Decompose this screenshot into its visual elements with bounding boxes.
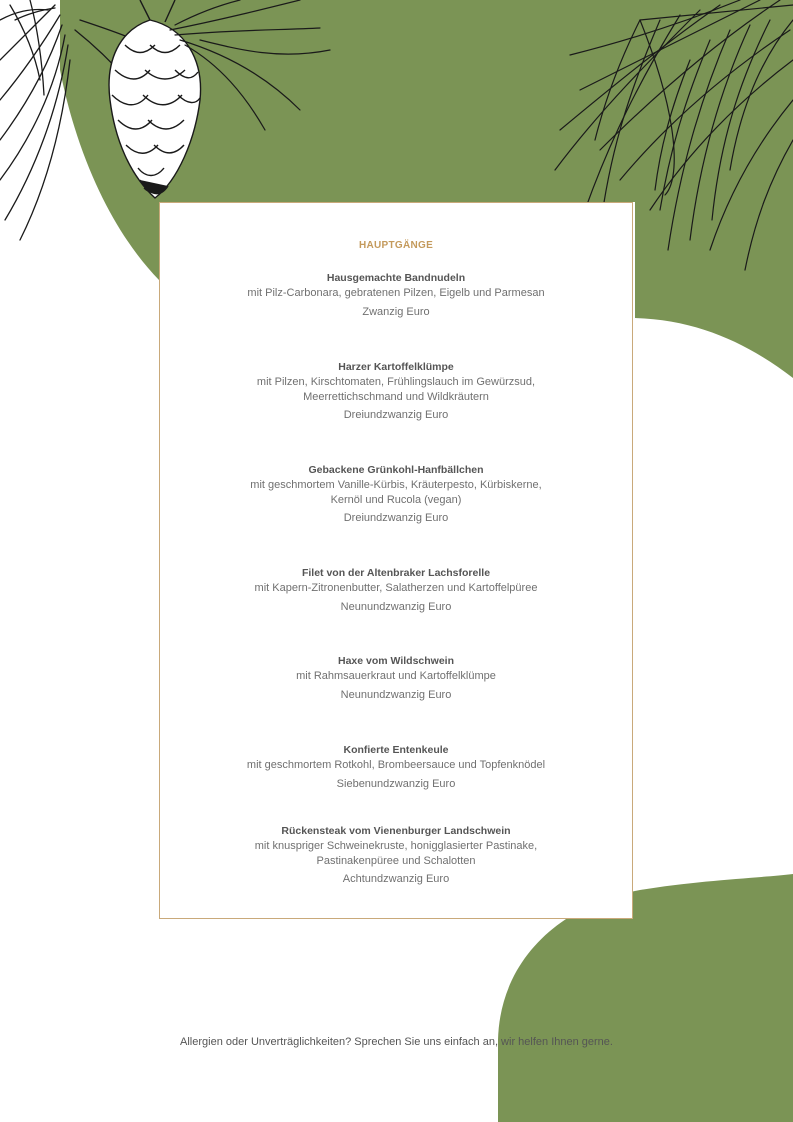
- dish-description: mit Kapern-Zitronenbutter, Salatherzen und Kartoffelpüree: [254, 582, 538, 594]
- dish-item: [160, 824, 632, 887]
- dish-description: mit knuspriger Schweinekruste, honigglasierter Pastinake,: [254, 840, 538, 852]
- dish-price: Neunundzwanzig Euro: [340, 688, 452, 701]
- dish-name: Filet von der Altenbraker Lachsforelle: [301, 567, 491, 579]
- dish-description: Meerrettichschmand und Wildkräutern: [303, 390, 489, 403]
- dish-description: mit geschmortem Vanille-Kürbis, Kräuterpesto, Kürbiskerne,: [250, 479, 542, 491]
- dish-price: Neunundzwanzig Euro: [340, 600, 452, 613]
- dish-item: [160, 271, 632, 320]
- dish-price: Achtundzwanzig Euro: [342, 873, 450, 885]
- dish-description: mit Pilz-Carbonara, gebratenen Pilzen, Eigelb und Parmesan: [247, 287, 545, 299]
- section-title: HAUPTGÄNGE: [358, 240, 434, 251]
- dish-price: Zwanzig Euro: [362, 305, 430, 318]
- dish-name: Konfierte Entenkeule: [343, 744, 449, 756]
- dish-description: mit geschmortem Rotkohl, Brombeersauce und Topfenknödel: [246, 759, 546, 771]
- dish-name: Harzer Kartoffelklümpe: [338, 361, 454, 373]
- allergy-note-text: Allergien oder Unverträglichkeiten? Sprechen Sie uns einfach an, wir helfen Ihnen gerne.: [180, 1036, 613, 1048]
- dish-name: Hausgemachte Bandnudeln: [326, 272, 466, 284]
- dish-name: Haxe vom Wildschwein: [337, 655, 455, 667]
- dish-description: mit Rahmsauerkraut und Kartoffelklümpe: [296, 670, 496, 682]
- dish-description: Kernöl und Rucola (vegan): [330, 493, 462, 506]
- dish-name: Gebackene Grünkohl-Hanfbällchen: [308, 464, 484, 476]
- dish-item: [160, 654, 632, 703]
- dish-price: Dreiundzwanzig Euro: [343, 512, 449, 524]
- dish-price: Dreiundzwanzig Euro: [343, 409, 449, 421]
- dish-item: [160, 360, 632, 423]
- dish-description: mit Pilzen, Kirschtomaten, Frühlingslauch im Gewürzsud,: [256, 376, 536, 388]
- dish-item: [160, 566, 632, 615]
- dish-description: Pastinakenpüree und Schalotten: [316, 854, 476, 867]
- dish-price: Siebenundzwanzig Euro: [336, 777, 456, 790]
- dish-name: Rückensteak vom Vienenburger Landschwein: [281, 825, 511, 837]
- allergy-note: [0, 1036, 793, 1048]
- dish-item: [160, 743, 632, 792]
- dish-item: [160, 463, 632, 526]
- menu-card: [159, 202, 633, 919]
